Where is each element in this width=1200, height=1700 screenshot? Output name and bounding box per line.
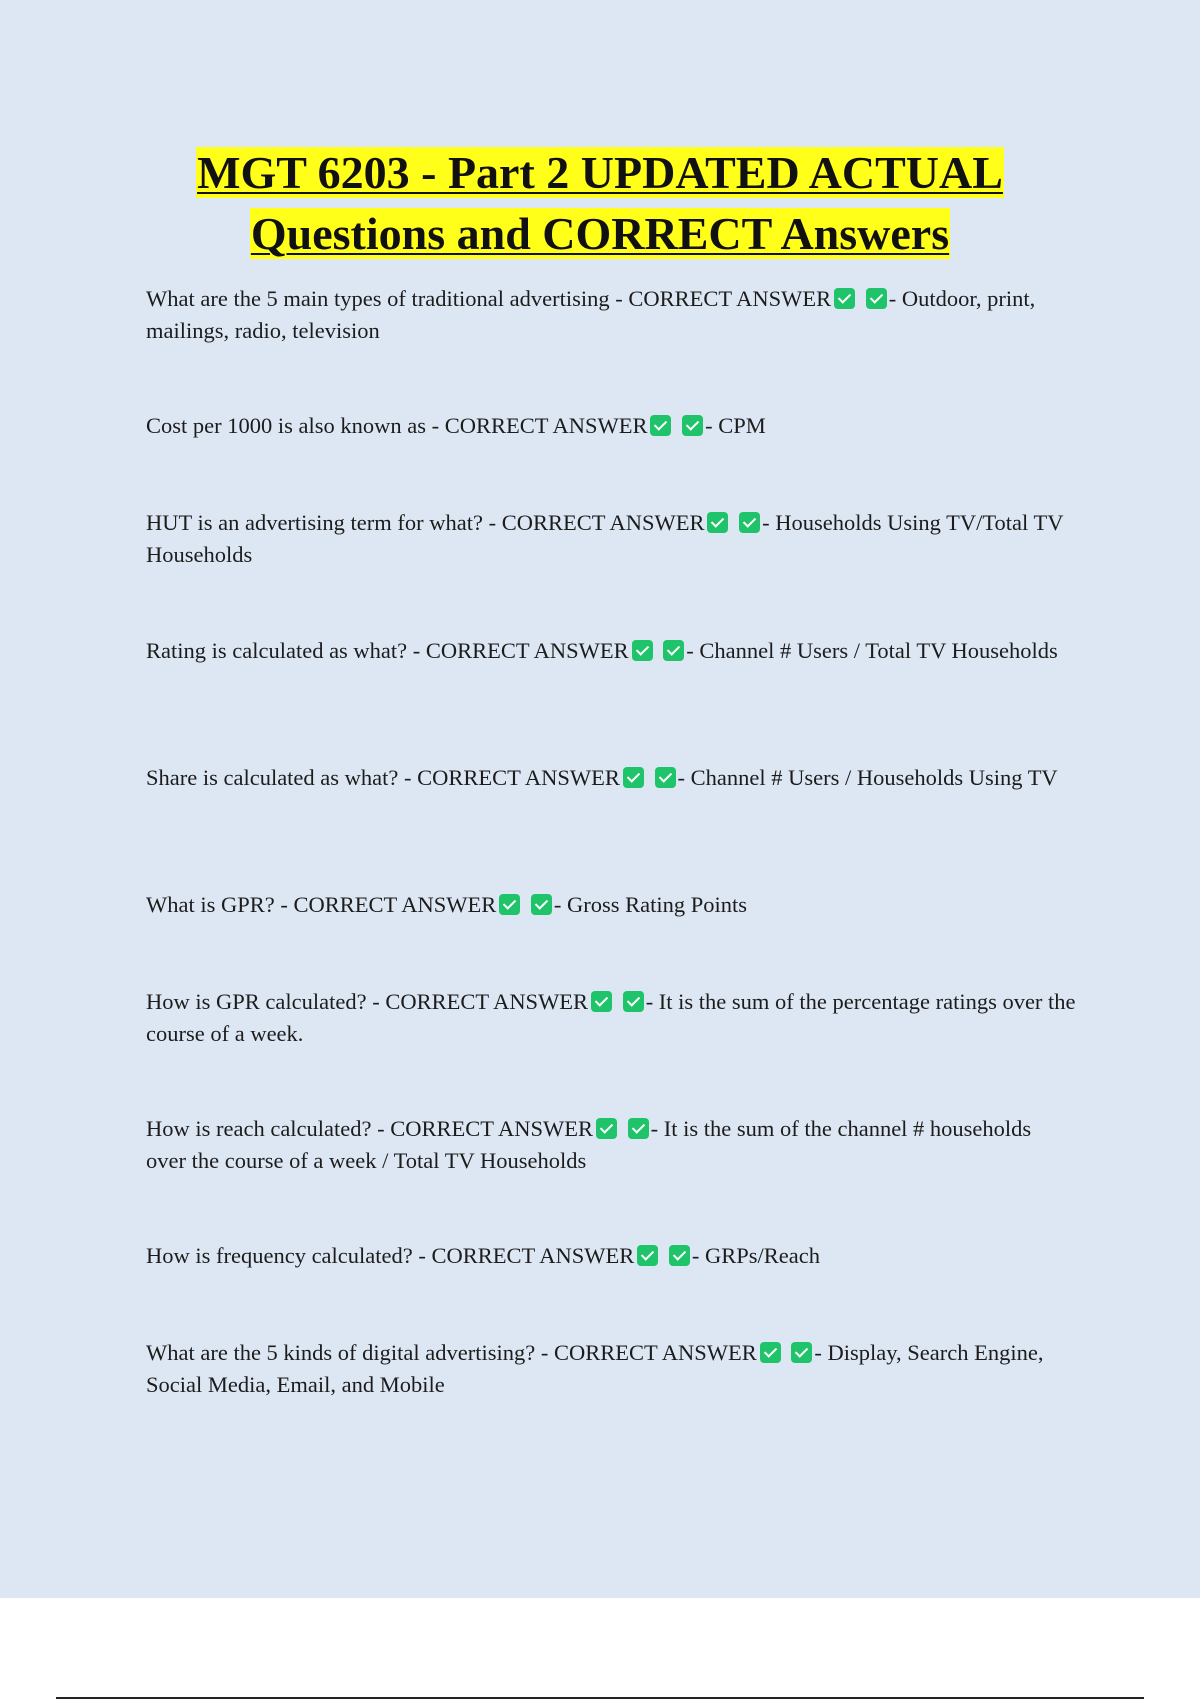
answer-text: - Gross Rating Points (553, 892, 747, 917)
check-icon (739, 512, 760, 533)
check-icon (531, 894, 552, 915)
qa-item (146, 1337, 1076, 1401)
correct-answer-label: - CORRECT ANSWER (280, 892, 497, 917)
answer-text: - Channel # Users / Total TV Households (686, 638, 1058, 663)
question-text: How is GPR calculated? (146, 989, 367, 1014)
question-text: What are the 5 kinds of digital advertising? (146, 1340, 536, 1365)
question-text: HUT is an advertising term for what? (146, 510, 483, 535)
check-icon (834, 288, 855, 309)
title-line-1: MGT 6203 - Part 2 UPDATED ACTUAL (197, 147, 1003, 198)
check-icon (632, 640, 653, 661)
answer-text: - It is the sum of the percentage ratings over the course of a week. (146, 989, 1076, 1046)
qa-item (146, 1240, 1076, 1272)
question-text: What are the 5 main types of traditional advertising (146, 286, 610, 311)
check-icon (791, 1342, 812, 1363)
correct-answer-label: - CORRECT ANSWER (372, 989, 589, 1014)
check-icon (669, 1245, 690, 1266)
check-icon (628, 1118, 649, 1139)
correct-answer-label: - CORRECT ANSWER (418, 1243, 635, 1268)
answer-text: - Display, Search Engine, Social Media, Email, and Mobile (146, 1340, 1044, 1397)
check-icon (623, 767, 644, 788)
answer-text: - Outdoor, print, mailings, radio, television (146, 286, 1036, 343)
check-icon (866, 288, 887, 309)
qa-item (146, 410, 1076, 442)
check-icon (663, 640, 684, 661)
qa-item (146, 635, 1076, 667)
correct-answer-label: - CORRECT ANSWER (431, 413, 648, 438)
document-title (0, 142, 1200, 264)
answer-text: - It is the sum of the channel # households over the course of a week / Total TV Households (146, 1116, 1032, 1173)
qa-item (146, 507, 1076, 571)
answer-text: - Channel # Users / Households Using TV (677, 765, 1058, 790)
check-icon (655, 767, 676, 788)
check-icon (637, 1245, 658, 1266)
check-icon (760, 1342, 781, 1363)
question-text: Rating is calculated as what? (146, 638, 408, 663)
qa-item (146, 986, 1076, 1050)
qa-item (146, 283, 1076, 347)
question-text: Cost per 1000 is also known as (146, 413, 426, 438)
check-icon (591, 991, 612, 1012)
check-icon (596, 1118, 617, 1139)
qa-item (146, 762, 1076, 794)
question-text: What is GPR? (146, 892, 275, 917)
check-icon (499, 894, 520, 915)
correct-answer-label: - CORRECT ANSWER (615, 286, 832, 311)
qa-item (146, 1113, 1076, 1177)
answer-text: - Households Using TV/Total TV Households (146, 510, 1064, 567)
correct-answer-label: - CORRECT ANSWER (488, 510, 705, 535)
qa-item (146, 889, 1076, 921)
question-text: How is reach calculated? (146, 1116, 372, 1141)
check-icon (707, 512, 728, 533)
check-icon (650, 415, 671, 436)
check-icon (623, 991, 644, 1012)
correct-answer-label: - CORRECT ANSWER (404, 765, 620, 790)
correct-answer-label: - CORRECT ANSWER (377, 1116, 593, 1141)
correct-answer-label: - CORRECT ANSWER (412, 638, 629, 663)
title-line-2: Questions and CORRECT Answers (250, 208, 950, 259)
check-icon (682, 415, 703, 436)
page-divider (56, 1697, 1144, 1699)
correct-answer-label: - CORRECT ANSWER (540, 1340, 757, 1365)
answer-text: - GRPs/Reach (691, 1243, 820, 1268)
question-text: How is frequency calculated? (146, 1243, 413, 1268)
question-text: Share is calculated as what? (146, 765, 399, 790)
answer-text: - CPM (705, 413, 766, 438)
